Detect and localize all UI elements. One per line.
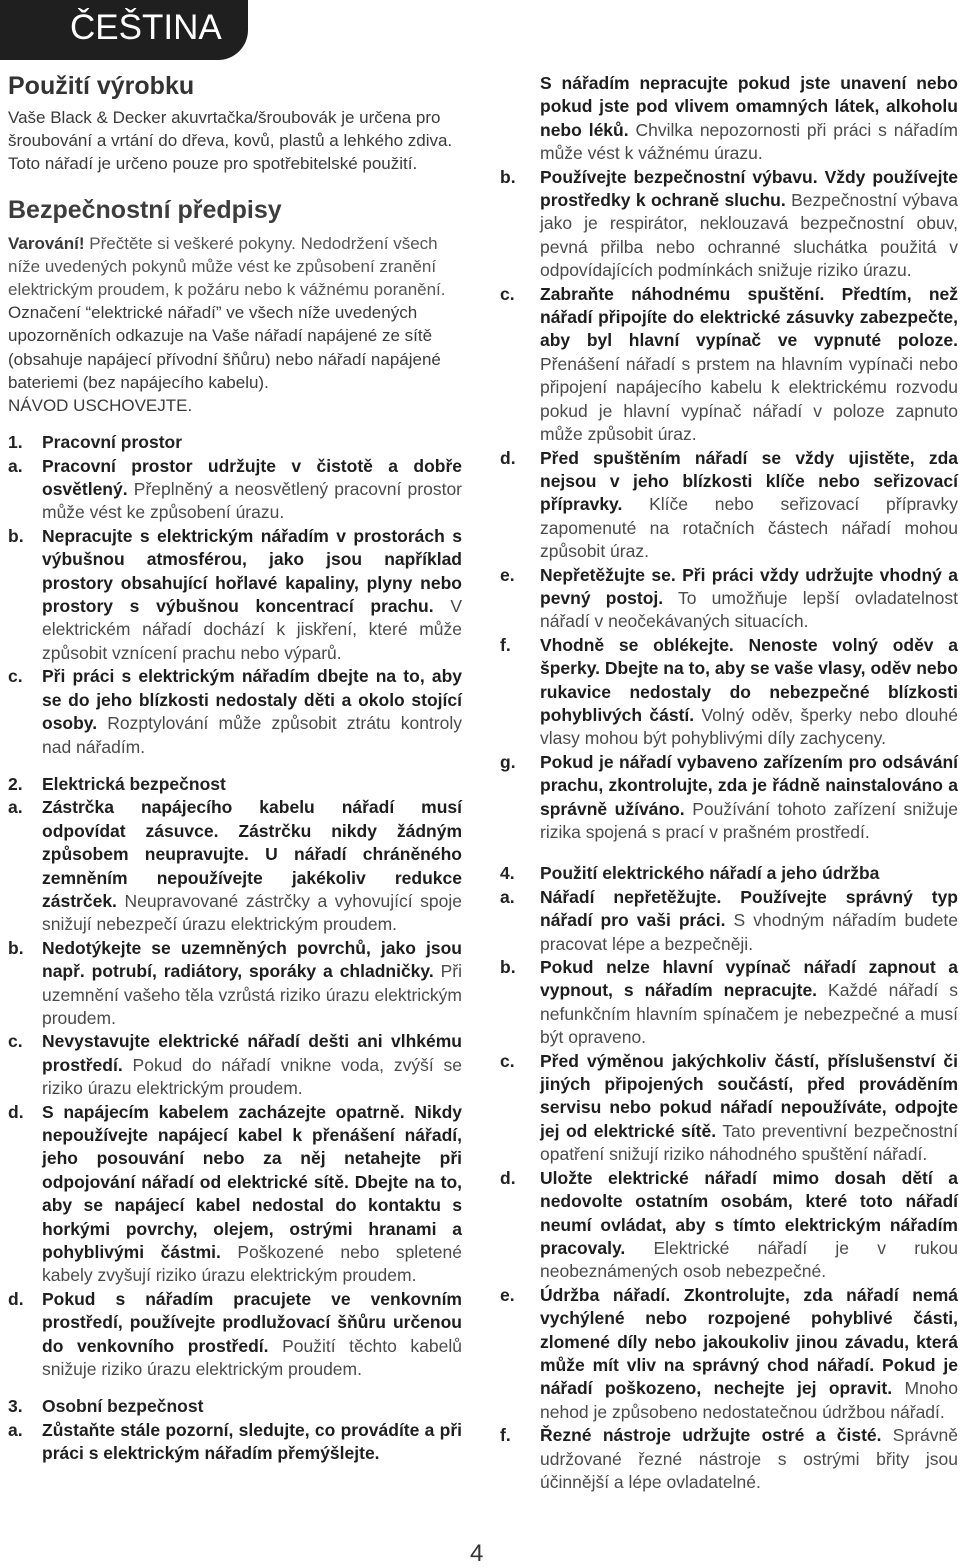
item-text: Klíče nebo seřizovací přípravky zapomenuté na rotačních částech nářadí mohou způsobit úraz. [540, 494, 958, 562]
list-item [8, 455, 462, 525]
keep-instructions: NÁVOD USCHOVEJTE. [8, 396, 193, 416]
item-letter: d. [500, 447, 516, 468]
item-letter: b. [8, 937, 24, 958]
section-tool-use [500, 862, 958, 1494]
item-letter: e. [500, 1284, 515, 1305]
section-number: 4. [500, 863, 515, 884]
item-bold: Řezné nástroje udržujte ostré a čisté. [540, 1425, 882, 1446]
list-item [8, 1030, 462, 1100]
section-personal-safety [8, 1395, 462, 1465]
definition-paragraph: Označení “elektrické nářadí” ve všech níže uvedených upozorněních odkazuje na Vaše nářadí napájené ze sítě (obsahuje napájecí přívodní šňůru) nebo nářadí napájené bateriemi (bez napájecího kabelu). [8, 303, 441, 392]
section-title [8, 773, 462, 796]
item-letter: c. [8, 666, 23, 687]
item-letter: a. [500, 886, 515, 907]
list-item [500, 751, 958, 845]
list-item [500, 447, 958, 564]
item-letter: c. [500, 283, 515, 304]
page-number: 4 [470, 1540, 484, 1567]
item-text: Správně udržované řezné nástroje s ostrými břity jsou účinnější a lépe ovladatelné. [540, 1425, 958, 1492]
item-text: Volný oděv, šperky nebo dlouhé vlasy mohou být pohyblivými díly zachyceny. [540, 704, 958, 749]
use-paragraph-2: Toto nářadí je určeno pouze pro spotřebitelské použití. [8, 154, 418, 174]
right-column [500, 66, 958, 1494]
list-item [8, 1419, 462, 1466]
section-electrical-safety [8, 773, 462, 1382]
list-item [500, 1050, 958, 1167]
section-title [8, 431, 462, 454]
list-item [500, 956, 958, 1050]
item-bold: Používejte bezpečnostní výbavu. Vždy používejte prostředky k ochraně sluchu. [540, 166, 958, 211]
item-bold: Zůstaňte stále pozorní, sledujte, co provádíte a při práci s elektrickým nářadím přemýšlejte. [42, 1419, 462, 1464]
item-bold: Pokud nelze hlavní vypínač nářadí zapnout a vypnout, s nářadím nepracujte. [540, 957, 958, 1001]
use-paragraph-1: Vaše Black & Decker akuvrtačka/šroubovák je určena pro šroubování a vrtání do dřeva, kovů, plastů a lehkého zdiva. [8, 108, 453, 151]
item-letter: c. [8, 1031, 23, 1052]
list-item [8, 1101, 462, 1288]
item-text: Každé nářadí s nefunkčním hlavním spínačem je nebezpečné a musí být opraveno. [540, 980, 958, 1048]
item-bold: Zástrčka napájecího kabelu nářadí musí odpovídat zásuvce. Zástrčku nikdy žádným způsobem neupravujte. U nářadí chráněného zemněním nepoužívejte jakékoliv redukce zástrček. [42, 797, 462, 911]
item-letter: f. [500, 634, 511, 655]
item-text: Použití těchto kabelů snižuje riziko úrazu elektrickým proudem. [42, 1335, 462, 1380]
language-label: ČEŠTINA [70, 8, 222, 47]
item-text: Bezpečnostní výbava jako je respirátor, neklouzavá bezpečnostní obuv, pevná přilba nebo ochranné sluchátka použitá v odpovídajících podmínkách snižuje riziko úrazu. [540, 190, 959, 281]
list-item [8, 525, 462, 665]
list-item [500, 1284, 958, 1424]
use-heading: Použití výrobku [8, 72, 195, 100]
item-letter: d. [500, 1167, 516, 1188]
item-text: Přeplněný a neosvětlený pracovní prostor může vést ke způsobení úrazu. [42, 479, 462, 523]
item-bold: Pokud s nářadím pracujete ve venkovním prostředí, používejte prodlužovací šňůru určenou do venkovního prostředí. [42, 1288, 462, 1356]
section-number: 3. [8, 1396, 23, 1417]
item-letter: c. [500, 1050, 515, 1071]
item-text: V elektrickém nářadí dochází k jiskření, které může způsobit vznícení prachu nebo výparů. [42, 596, 463, 663]
section-number: 1. [8, 432, 23, 453]
item-bold: Vhodně se oblékejte. Nenoste volný oděv a šperky. Dbejte na to, aby se vaše vlasy, oděv nebo rukavice nedostaly do nebezpečné blízkosti pohyblivých částí. [540, 634, 958, 725]
item-bold: Před spuštěním nářadí se vždy ujistěte, zda nejsou v jeho blízkosti klíče nebo seřizovací přípravky. [540, 447, 958, 515]
item-bold: Údržba nářadí. Zkontrolujte, zda nářadí nemá vychýlené nebo rozpojené pohyblivé části, zlomené díly nebo jakoukoliv jinou závadu, která může mít vliv na správný chod nářadí. Pokud je nářadí poškozeno, nechejte jej opravit. [540, 1284, 958, 1399]
list-item [8, 937, 462, 1031]
section-title [8, 1395, 462, 1418]
warning-label: Varování! [8, 233, 85, 253]
item-letter: e. [500, 564, 515, 585]
item-letter: a. [8, 455, 23, 476]
list-item [8, 796, 462, 936]
item-letter: d. [8, 1101, 24, 1122]
list-item [500, 166, 958, 283]
list-item [500, 1167, 958, 1284]
item-bold: Nepracujte s elektrickým nářadím v prostorách s výbušnou atmosférou, jako jsou například prostory obsahující hořlavé kapaliny, plyny nebo prostory s výbušnou koncentrací prachu. [42, 525, 462, 617]
item-bold: Nářadí nepřetěžujte. Používejte správný typ nářadí pro vaši práci. [540, 886, 958, 931]
item-text: Mnoho nehod je způsobeno nedostatečnou údržbou nářadí. [540, 1378, 958, 1422]
left-column [8, 66, 462, 1466]
item-text: S vhodným nářadím budete pracovat lépe a bezpečněji. [540, 910, 958, 954]
item-bold: S napájecím kabelem zacházejte opatrně. Nikdy nepoužívejte napájecí kabel k přenášení nářadí, jeho posouvání nebo za něj netahejte při odpojování nářadí od elektrické sítě. Dbejte na to, aby se napájecí kabel nedostal do kontaktu s horkými povrchy, olejem, ostrými hranami a pohyblivými částmi. [42, 1101, 462, 1263]
item-bold: Nedotýkejte se uzemněných povrchů, jako jsou např. potrubí, radiátory, sporáky a chladničky. [42, 937, 462, 982]
warning-text: Přečtěte si veškeré pokyny. Nedodržení všech níže uvedených pokynů může vést ke způsobení zranění elektrickým proudem, k požáru nebo k vážnému poranění. [8, 233, 446, 300]
language-tab [0, 0, 248, 60]
section-title [500, 862, 958, 885]
item-text: Přenášení nářadí s prstem na hlavním vypínači nebo připojení napájecího kabelu k elektrickému rozvodu pokud je hlavní vypínač nářadí v poloze zapnuto může způsobit úraz. [540, 353, 958, 445]
item-text: Rozptylování může způsobit ztrátu kontroly nad nářadím. [42, 713, 462, 757]
item-letter: a. [8, 1419, 23, 1440]
item-letter: a. [8, 797, 23, 818]
item-letter: b. [500, 166, 516, 187]
item-bold: Nepřetěžujte se. Při práci vždy udržujte vhodný a pevný postoj. [540, 564, 958, 608]
item-bold: Nevystavujte elektrické nářadí dešti ani vlhkému prostředí. [42, 1031, 462, 1075]
list-item [500, 283, 958, 447]
section-work-area [8, 431, 462, 759]
item-bold: Zabraňte náhodnému spuštění. Předtím, než nářadí připojíte do elektrické zásuvky zabezpečte, aby byl hlavní vypínač ve vypnuté poloze. [540, 283, 958, 351]
item-text: Při uzemnění vašeho těla vzrůstá riziko úrazu elektrickým proudem. [42, 961, 463, 1028]
item-bold: Pokud je nářadí vybaveno zařízením pro odsávání prachu, zkontrolujte, zda je řádně nainstalováno a správně užíváno. [540, 751, 958, 819]
item-text: Elektrické nářadí je v rukou neobeznámených osob nebezpečné. [540, 1237, 958, 1282]
safety-heading: Bezpečnostní předpisy [8, 195, 282, 224]
item-text: Neupravované zástrčky a vyhovující spoje snižují nebezpečí úrazu elektrickým proudem. [42, 890, 462, 935]
section-title-text: Pracovní prostor [42, 432, 183, 453]
item-letter: g. [500, 751, 516, 772]
item-text: Poškozené nebo spletené kabely zvyšují riziko úrazu elektrickým proudem. [42, 1242, 462, 1286]
list-item [500, 634, 958, 751]
item-text: Tato preventivní bezpečnostní opatření snižují riziko náhodného spuštění nářadí. [540, 1120, 958, 1165]
item-bold: Pracovní prostor udržujte v čistotě a dobře osvětlený. [42, 455, 462, 500]
list-item [500, 1424, 958, 1494]
item-letter: d. [8, 1288, 24, 1309]
item-letter: f. [500, 1425, 511, 1446]
use-intro [8, 106, 462, 176]
section-number: 2. [8, 773, 23, 794]
list-item [8, 1288, 462, 1382]
list-item [500, 564, 958, 634]
item-text: Používání tohoto zařízení snižuje rizika spojená s prací v prašném prostředí. [540, 798, 959, 842]
item-letter: b. [8, 525, 24, 546]
item-letter: b. [500, 957, 516, 978]
item-bold: Uložte elektrické nářadí mimo dosah dětí a nedovolte ostatním osobám, které toto nářadí neumí ovládat, aby s tímto elektrickým nářadím pracovaly. [540, 1167, 958, 1258]
section-title-text: Elektrická bezpečnost [42, 773, 226, 794]
item-text: Pokud do nářadí vnikne voda, zvýší se riziko úrazu elektrickým proudem. [42, 1054, 462, 1099]
item-text: Chvilka nepozornosti při práci s nářadím může vést k vážnému úrazu. [540, 119, 959, 164]
item-bold: S nářadím nepracujte pokud jste unavení nebo pokud jste pod vlivem omamných látek, alkoholu nebo léků. [540, 73, 958, 140]
item-bold: Při práci s elektrickým nářadím dbejte na to, aby se do jeho blízkosti nedostaly děti a okolo stojící osoby. [42, 666, 462, 734]
section-title-text: Použití elektrického nářadí a jeho údržba [540, 863, 880, 884]
item-text: To umožňuje lepší ovladatelnost nářadí v neočekávaných situacích. [540, 587, 959, 632]
list-item [500, 72, 958, 166]
warning-paragraph [8, 232, 462, 302]
list-item [500, 886, 958, 956]
item-bold: Před výměnou jakýchkoliv částí, příslušenství či jiných připojených součástí, před prováděním servisu nebo pokud nářadí nepoužíváte, odpojte jej od elektrické sítě. [540, 1050, 958, 1141]
list-item [8, 665, 462, 759]
section-title-text: Osobní bezpečnost [42, 1396, 204, 1417]
